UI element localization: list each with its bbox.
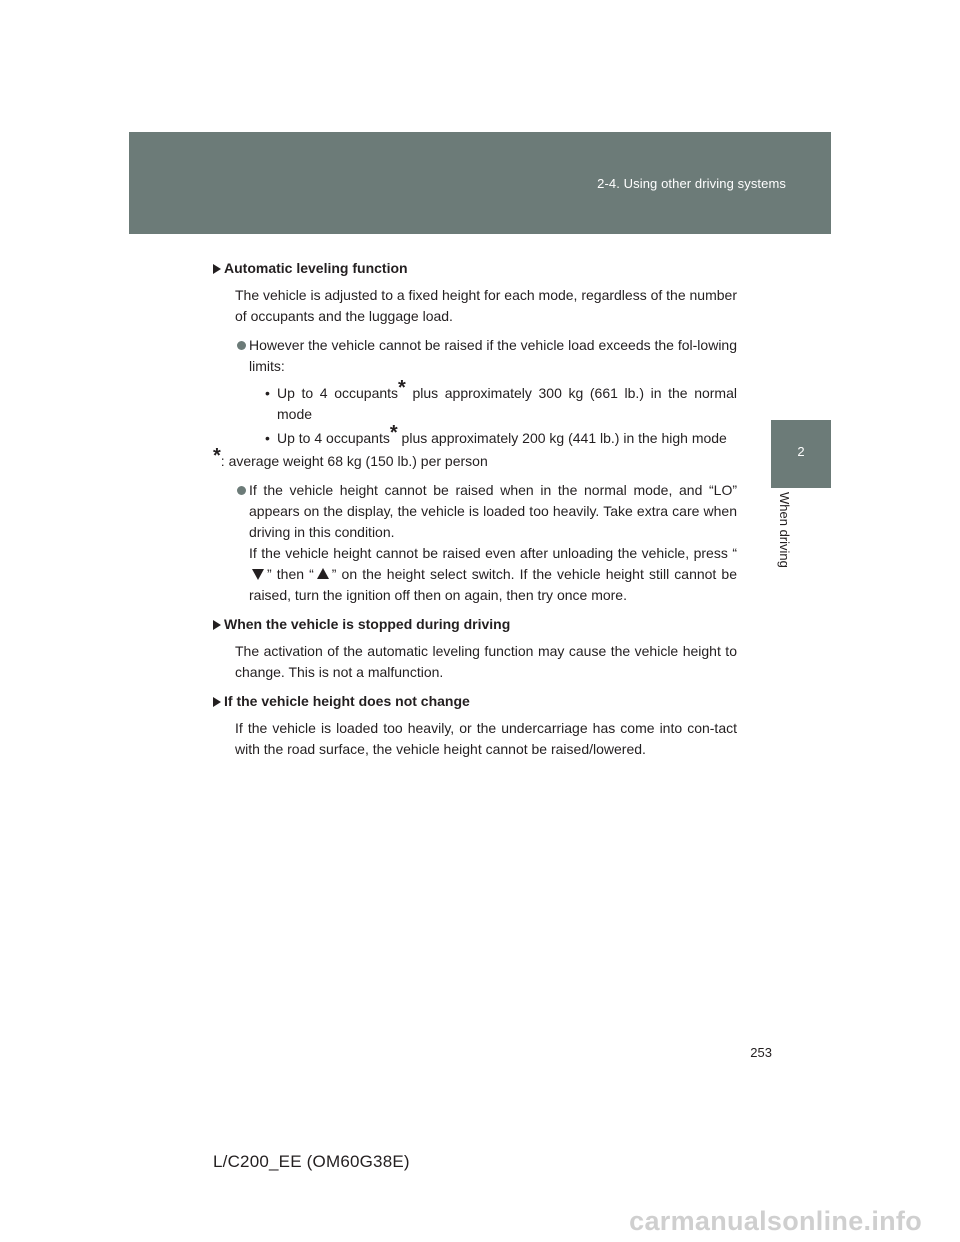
section-paragraph: If the vehicle is loaded too heavily, or the undercarriage has come into con-tact with the road surface, the vehicle height cannot be raised/lowered. — [235, 720, 737, 757]
limit-text-post: plus approximately 200 kg (441 lb.) in the high mode — [397, 430, 727, 446]
limit-item — [263, 422, 737, 449]
section-paragraph: The vehicle is adjusted to a fixed height for each mode, regardless of the number of occupants and the luggage load. — [235, 287, 737, 324]
heading-text: When the vehicle is stopped during driving — [224, 616, 511, 632]
heading-text: If the vehicle height does not change — [224, 693, 470, 709]
page-number: 253 — [750, 1045, 772, 1060]
watermark: carmanualsonline.info — [629, 1206, 922, 1236]
bullet-text-continued: If the vehicle height cannot be raised even after unloading the vehicle, press “ — [249, 545, 737, 561]
footnote — [213, 445, 737, 472]
bullet-item — [235, 335, 737, 377]
footnote-text: : average weight 68 kg (150 lb.) per person — [220, 453, 488, 469]
limit-item — [263, 377, 737, 425]
chapter-number: 2 — [797, 444, 805, 459]
side-tab-spacer — [771, 234, 831, 420]
bullet-text-continued: ” then “ — [267, 566, 314, 582]
bullet-item — [235, 480, 737, 606]
limit-text-pre: Up to 4 occupants — [277, 385, 399, 401]
section-heading — [213, 258, 737, 279]
section-heading — [213, 691, 737, 712]
circle-bullet-icon — [237, 486, 246, 495]
circle-bullet-icon — [237, 341, 246, 350]
dot-marker: • — [265, 430, 270, 446]
bullet-text: If the vehicle height cannot be raised when in the normal mode, and “LO” appears on the display, the vehicle is loaded too heavily. Take extra care when driving in this condition. — [249, 482, 737, 540]
model-code: L/C200_EE (OM60G38E) — [213, 1152, 410, 1171]
limit-text-post: plus approximately 300 kg (661 lb.) in the normal mode — [277, 385, 737, 422]
heading-text: Automatic leveling function — [224, 260, 408, 276]
asterisk-mark: * — [389, 422, 398, 444]
section-title: 2-4. Using other driving systems — [597, 176, 786, 191]
chapter-label-text: When driving — [777, 492, 792, 568]
page-content — [213, 258, 737, 768]
chapter-label — [777, 492, 797, 612]
chapter-tab — [771, 420, 831, 488]
bullet-text-continued: ” on the height select switch. If the vehicle height still cannot be raised, turn the ignition off then on again, then try once more. — [249, 566, 737, 603]
section-heading — [213, 614, 737, 635]
triangle-up-icon — [317, 568, 329, 579]
asterisk-mark: * — [398, 377, 406, 399]
limit-text-pre: Up to 4 occupants — [277, 430, 390, 446]
dot-marker: • — [265, 385, 270, 401]
section-paragraph: The activation of the automatic leveling function may cause the vehicle height to change. This is not a malfunction. — [235, 643, 737, 680]
triangle-down-icon — [252, 569, 264, 580]
bullet-text: However the vehicle cannot be raised if the vehicle load exceeds the fol-lowing limits: — [249, 337, 737, 374]
triangle-right-icon — [213, 264, 221, 274]
asterisk-mark: * — [213, 445, 221, 467]
triangle-right-icon — [213, 697, 221, 707]
triangle-right-icon — [213, 620, 221, 630]
